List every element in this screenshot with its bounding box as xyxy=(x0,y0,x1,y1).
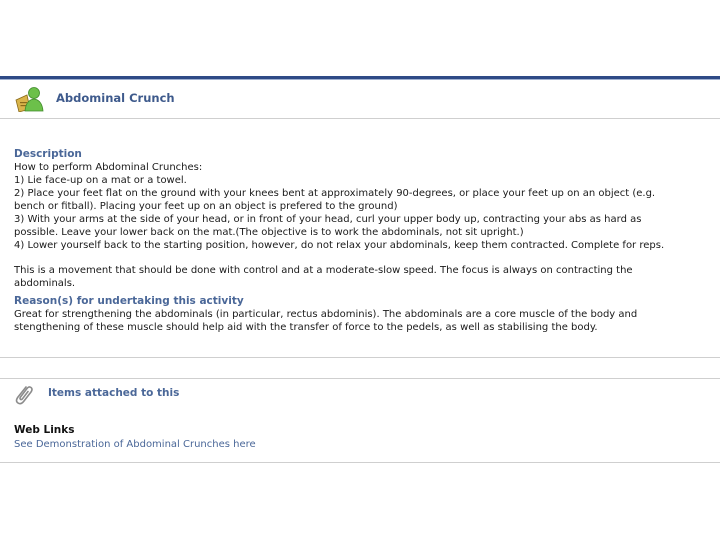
description-line: 3) With your arms at the side of your head, or in front of your head, curl your upper body up, contracting your abs as hard as xyxy=(14,214,642,225)
description-line: 4) Lower yourself back to the starting position, however, do not relax your abdominals, keep them contracted. Complete for reps. xyxy=(14,240,665,251)
paperclip-icon xyxy=(12,382,34,408)
description-line: bench or fitball). Placing your feet up on an object is prefered to the ground) xyxy=(14,201,398,212)
section-divider xyxy=(0,378,720,379)
description-note-line: abdominals. xyxy=(14,278,76,289)
attachments-heading: Items attached to this xyxy=(48,387,180,399)
description-line: possible. Leave your lower back on the mat.(The objective is to work the abdominals, not sit upright.) xyxy=(14,227,524,238)
demonstration-link[interactable]: See Demonstration of Abdominal Crunches here xyxy=(14,439,256,450)
web-links-heading: Web Links xyxy=(14,424,75,436)
description-heading: Description xyxy=(14,148,82,160)
description-line: 2) Place your feet flat on the ground with your knees bent at approximately 90-degrees, or place your feet up on an object (e.g. xyxy=(14,188,656,199)
activity-title: Abdominal Crunch xyxy=(56,91,175,105)
user-clipboard-icon xyxy=(14,86,44,112)
section-divider xyxy=(0,462,720,463)
activity-header xyxy=(0,80,720,119)
reasons-line: stengthening of these muscle should help aid with the transfer of force to the pedels, as well as stabilising the body. xyxy=(14,322,598,333)
description-note-line: This is a movement that should be done with control and at a moderate-slow speed. The focus is always on contracting the xyxy=(14,265,633,276)
reasons-line: Great for strengthening the abdominals (in particular, rectus abdominis). The abdominals are a core muscle of the body and xyxy=(14,309,638,320)
description-line: How to perform Abdominal Crunches: xyxy=(14,162,203,173)
section-divider xyxy=(0,357,720,358)
reasons-heading: Reason(s) for undertaking this activity xyxy=(14,295,244,307)
paragraph-gap xyxy=(14,252,714,264)
activity-details xyxy=(14,147,714,334)
description-line: 1) Lie face-up on a mat or a towel. xyxy=(14,175,187,186)
